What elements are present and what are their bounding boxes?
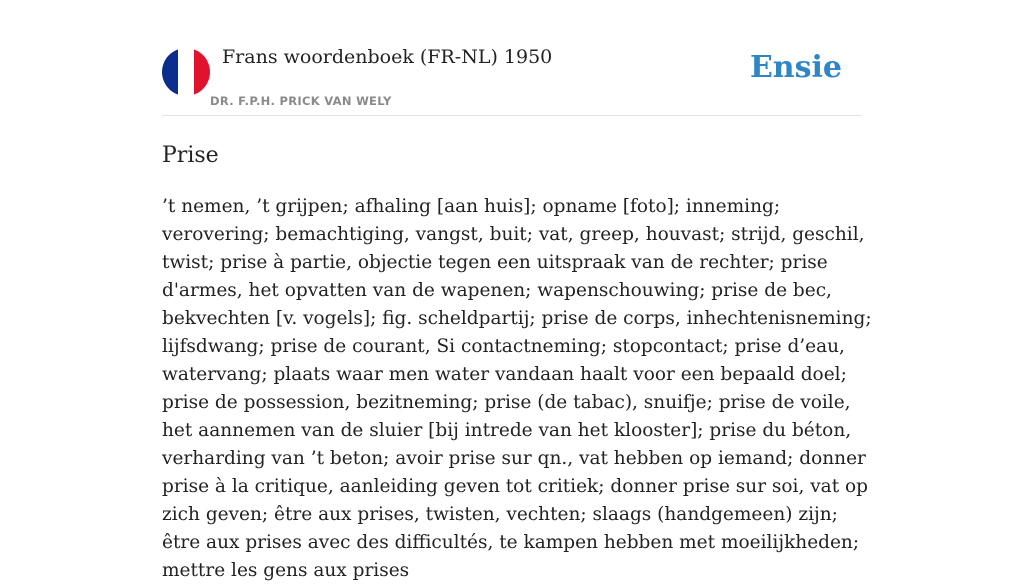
france-flag-icon: [162, 48, 210, 96]
dictionary-header: [162, 0, 862, 116]
dictionary-card: [162, 0, 872, 585]
entry-definition: ’t nemen, ’t grijpen; afhaling [aan huis]; opname [foto]; inneming; verovering; bemachtiging, vangst, buit; vat, greep, houvast; strijd, geschil, twist; prise à partie, objectie tegen een uitspraak van de rechter; prise d'armes, het opvatten van de wapenen; wapenschouwing; prise de bec, bekvechten [v. vogels]; fig. scheldpartij; prise de corps, inhechtenisneming; lijfsdwang; prise de courant, Si contactneming; stopcontact; prise d’eau, watervang; plaats waar men water vandaan haalt voor een bepaald doel; prise de possession, bezitneming; prise (de tabac), snuifje; prise de voile, het aannemen van de sluier [bij intrede van het klooster]; prise du béton, verharding van ’t beton; avoir prise sur qn., vat hebben op iemand; donner prise à la critique, aanleiding geven tot critiek; donner prise sur soi, vat op zich geven; être aux prises, twisten, vechten; slaags (handgemeen) zijn; être aux prises avec des difficultés, te kampen hebben met moeilijkheden; mettre les gens aux prises: [162, 196, 872, 581]
entry-term: Prise: [162, 143, 219, 168]
flag-stripe-white: [178, 48, 194, 96]
flag-stripe-red: [194, 48, 210, 96]
ensie-logo[interactable]: Ensie: [749, 50, 842, 85]
dictionary-author: DR. F.P.H. PRICK VAN WELY: [210, 94, 392, 108]
dictionary-title[interactable]: Frans woordenboek (FR-NL) 1950: [222, 46, 553, 68]
flag-stripe-blue: [162, 48, 178, 96]
